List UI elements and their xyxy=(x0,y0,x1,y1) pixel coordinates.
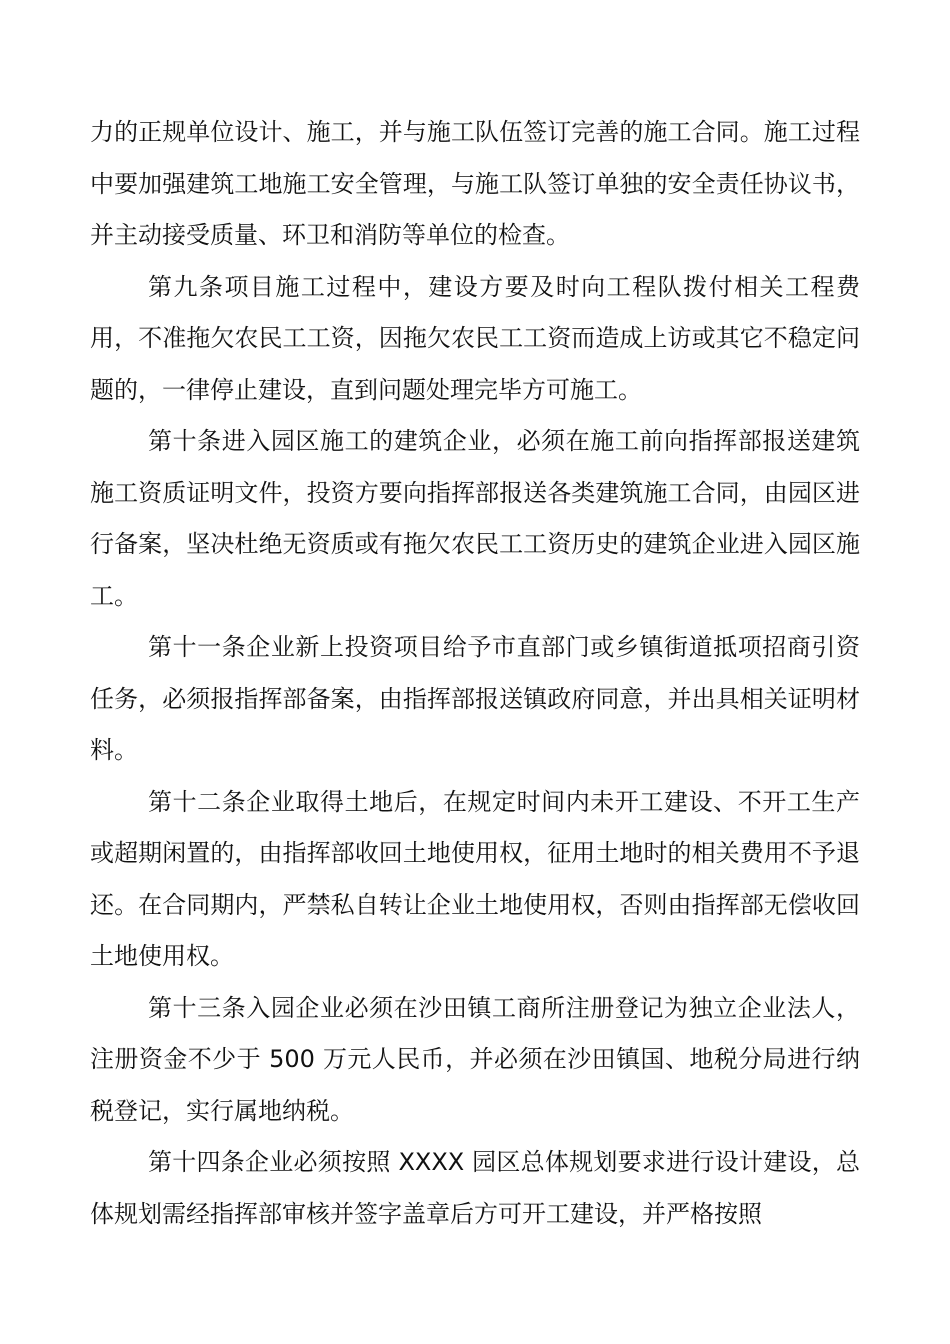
document-body xyxy=(90,107,860,1240)
paragraph-continuation: 力的正规单位设计、施工，并与施工队伍签订完善的施工合同。施工过程中要加强建筑工地施工安全管理，与施工队签订单独的安全责任协议书，并主动接受质量、环卫和消防等单位的检查。 xyxy=(90,118,860,249)
paragraph-article-14: 第十四条企业必须按照 XXXX 园区总体规划要求进行设计建设，总体规划需经指挥部审核并签字盖章后方可开工建设，并严格按照 xyxy=(90,1148,860,1228)
paragraph-article-12: 第十二条企业取得土地后，在规定时间内未开工建设、不开工生产或超期闲置的，由指挥部收回土地使用权，征用土地时的相关费用不予退还。在合同期内，严禁私自转让企业土地使用权，否则由指挥部无偿收回土地使用权。 xyxy=(90,787,860,970)
paragraph-article-10: 第十条进入园区施工的建筑企业，必须在施工前向指挥部报送建筑施工资质证明文件，投资方要向指挥部报送各类建筑施工合同，由园区进行备案，坚决杜绝无资质或有拖欠农民工工资历史的建筑企业进入园区施工。 xyxy=(90,427,860,610)
paragraph-article-9: 第九条项目施工过程中，建设方要及时向工程队拨付相关工程费用，不准拖欠农民工工资，因拖欠农民工工资而造成上访或其它不稳定问题的，一律停止建设，直到问题处理完毕方可施工。 xyxy=(90,272,860,404)
paragraph-article-13: 第十三条入园企业必须在沙田镇工商所注册登记为独立企业法人，注册资金不少于 500 万元人民币，并必须在沙田镇国、地税分局进行纳税登记，实行属地纳税。 xyxy=(90,993,860,1125)
paragraph-article-11: 第十一条企业新上投资项目给予市直部门或乡镇街道抵项招商引资任务，必须报指挥部备案，由指挥部报送镇政府同意，并出具相关证明材料。 xyxy=(90,633,860,764)
